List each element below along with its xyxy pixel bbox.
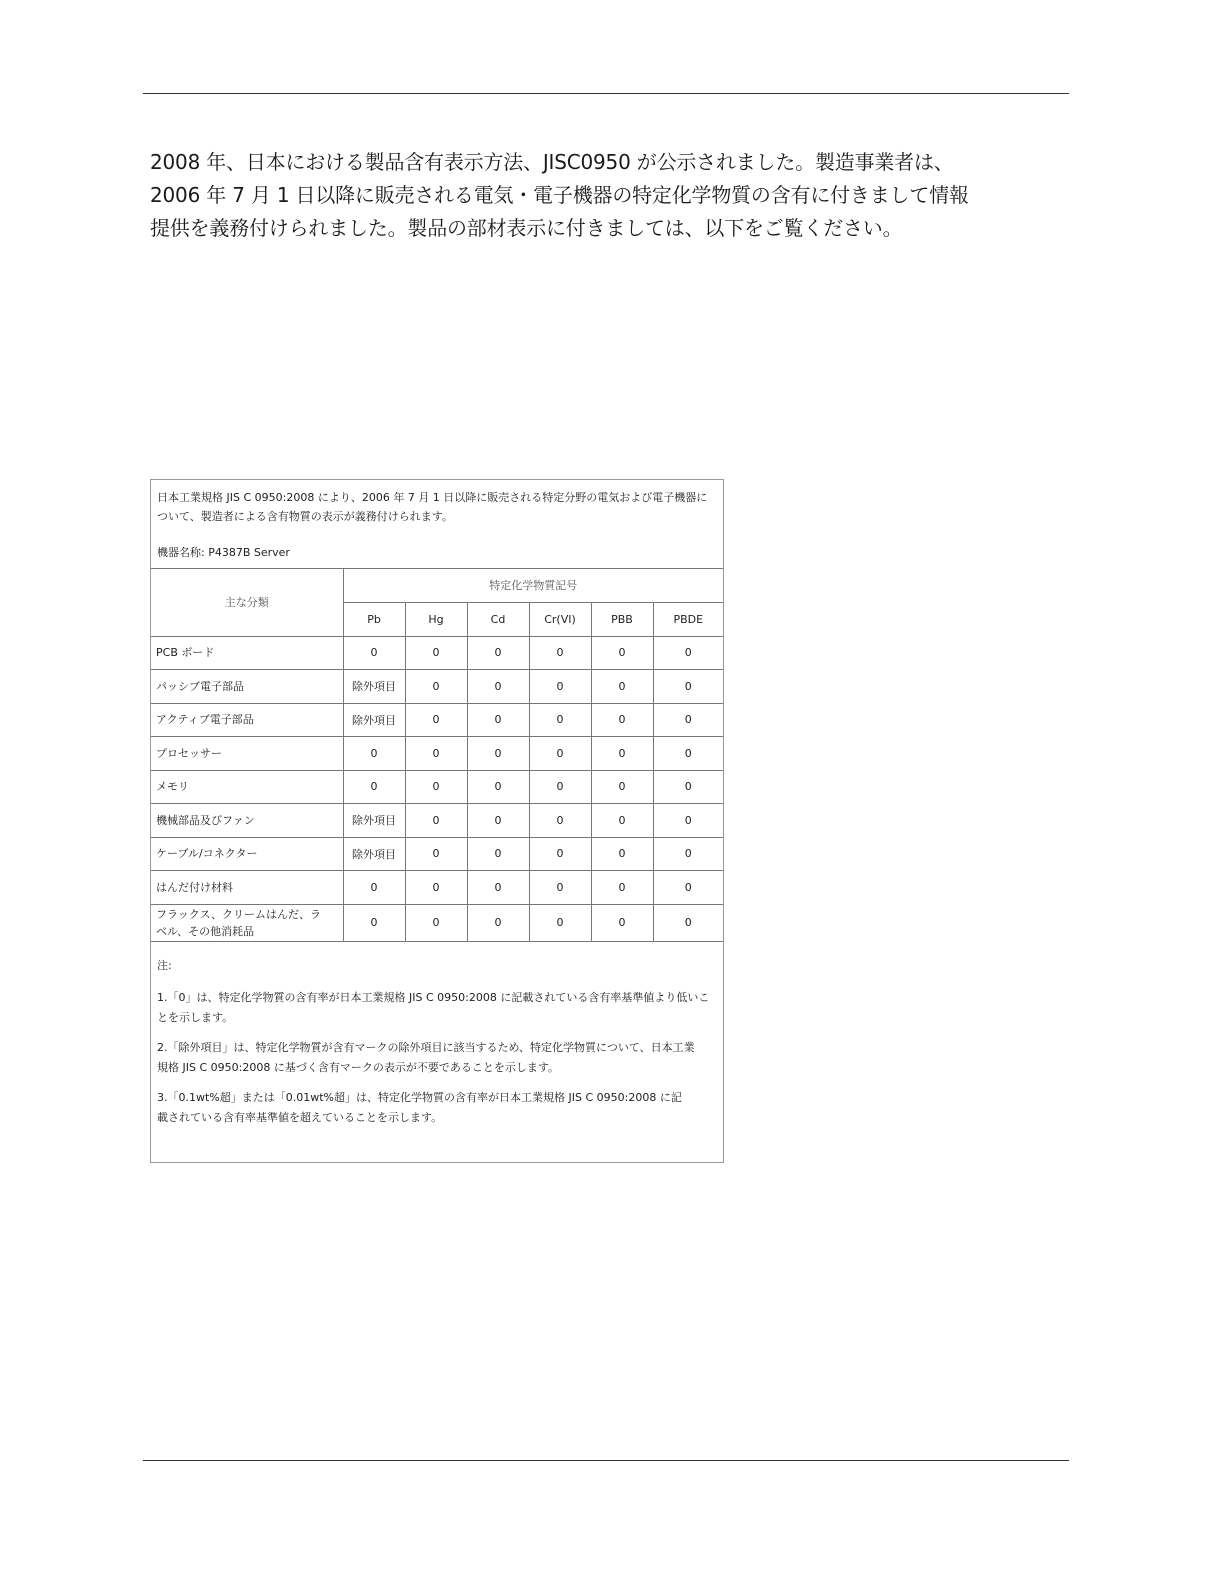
table-cell: 0 [591, 803, 653, 837]
row-category [151, 904, 343, 941]
table-cell: 0 [343, 636, 405, 669]
symbol-header: 特定化学物質記号 [343, 569, 723, 602]
note-line: 規格 JIS C 0950:2008 に基づく含有マークの表示が不要であることを示します。 [157, 1060, 559, 1074]
table-cell: 0 [405, 803, 467, 837]
column-header: Pb [343, 602, 405, 636]
table-row [151, 669, 723, 703]
table-cell: 0 [405, 703, 467, 736]
intro-paragraph [150, 146, 1050, 245]
row-category: はんだ付け材料 [151, 870, 343, 904]
table-cell: 0 [529, 703, 591, 736]
row-category: ケーブル/コネクター [151, 837, 343, 870]
table-row [151, 904, 723, 941]
table-cell: 0 [343, 770, 405, 803]
table-cell: 0 [653, 837, 723, 870]
table-cell: 0 [467, 837, 529, 870]
table-cell: 0 [591, 904, 653, 941]
column-header: Cr(VI) [529, 602, 591, 636]
row-category: プロセッサー [151, 736, 343, 770]
category-header: 主な分類 [151, 569, 343, 636]
table-cell: 0 [405, 669, 467, 703]
substance-table [151, 569, 723, 942]
table-cell: 0 [653, 904, 723, 941]
table-cell: 0 [529, 837, 591, 870]
header-rule [143, 93, 1069, 94]
table-row [151, 870, 723, 904]
table-cell: 0 [653, 703, 723, 736]
table-cell: 除外項目 [343, 669, 405, 703]
note-line: 2.「除外項目」は、特定化学物質が含有マークの除外項目に該当するため、特定化学物質について、日本工業 [157, 1040, 695, 1054]
table-cell: 0 [467, 703, 529, 736]
declaration-header [151, 480, 723, 569]
note-line: 3.「0.1wt%超」または「0.01wt%超」は、特定化学物質の含有率が日本工業規格 JIS C 0950:2008 に記 [157, 1090, 682, 1104]
table-row [151, 636, 723, 669]
table-cell: 0 [343, 904, 405, 941]
row-category: メモリ [151, 770, 343, 803]
table-cell: 0 [405, 837, 467, 870]
table-cell: 0 [529, 904, 591, 941]
table-cell: 0 [591, 837, 653, 870]
table-cell: 0 [653, 803, 723, 837]
note-line: 載されている含有率基準値を超えていることを示します。 [157, 1110, 443, 1124]
table-cell: 0 [591, 669, 653, 703]
table-cell: 0 [343, 736, 405, 770]
note-line: とを示します。 [157, 1010, 234, 1024]
column-header: PBDE [653, 602, 723, 636]
table-cell: 0 [653, 770, 723, 803]
table-cell: 0 [405, 636, 467, 669]
declaration-text: ついて、製造者による含有物質の表示が義務付けられます。 [157, 510, 453, 523]
table-cell: 0 [591, 736, 653, 770]
table-cell: 0 [467, 870, 529, 904]
row-category: アクティブ電子部品 [151, 703, 343, 736]
row-category-line: フラックス、クリームはんだ、ラ [156, 907, 321, 921]
table-row [151, 703, 723, 736]
table-cell: 0 [343, 870, 405, 904]
intro-line: 2006 年 7 月 1 日以降に販売される電気・電子機器の特定化学物質の含有に付きまして情報 [150, 183, 969, 207]
table-cell: 0 [591, 703, 653, 736]
table-cell: 0 [467, 669, 529, 703]
jis-declaration-box [150, 479, 724, 1163]
table-cell: 0 [405, 736, 467, 770]
table-cell: 0 [467, 770, 529, 803]
note-line: 1.「0」は、特定化学物質の含有率が日本工業規格 JIS C 0950:2008 に記載されている含有率基準値より低いこ [157, 990, 710, 1004]
table-cell: 0 [467, 803, 529, 837]
table-cell: 0 [591, 870, 653, 904]
column-header: Hg [405, 602, 467, 636]
table-cell: 除外項目 [343, 837, 405, 870]
table-cell: 0 [529, 770, 591, 803]
table-cell: 0 [405, 770, 467, 803]
intro-line: 提供を義務付けられました。製品の部材表示に付きましては、以下をご覧ください。 [150, 216, 903, 240]
table-cell: 0 [467, 736, 529, 770]
table-cell: 0 [653, 870, 723, 904]
table-cell: 0 [467, 904, 529, 941]
table-cell: 0 [405, 870, 467, 904]
note-item [157, 1088, 717, 1128]
table-row [151, 837, 723, 870]
intro-line: 2008 年、日本における製品含有表示方法、JISC0950 が公示されました。製造事業者は、 [150, 150, 954, 174]
table-cell: 0 [529, 636, 591, 669]
footer-rule [143, 1460, 1069, 1461]
table-row [151, 803, 723, 837]
table-cell: 0 [591, 770, 653, 803]
notes-section [151, 942, 723, 1128]
column-header: Cd [467, 602, 529, 636]
declaration-text: 日本工業規格 JIS C 0950:2008 により、2006 年 7 月 1 日以降に販売される特定分野の電気および電子機器に [157, 491, 708, 504]
table-cell: 除外項目 [343, 803, 405, 837]
notes-label: 注: [157, 958, 172, 972]
table-cell: 除外項目 [343, 703, 405, 736]
device-name: 機器名称: P4387B Server [157, 546, 290, 559]
row-category: パッシブ電子部品 [151, 669, 343, 703]
note-item [157, 1038, 717, 1078]
table-cell: 0 [529, 736, 591, 770]
row-category: 機械部品及びファン [151, 803, 343, 837]
row-category-line: ベル、その他消耗品 [156, 924, 255, 938]
table-cell: 0 [529, 669, 591, 703]
table-cell: 0 [467, 636, 529, 669]
table-row [151, 770, 723, 803]
column-header: PBB [591, 602, 653, 636]
note-item [157, 988, 717, 1028]
table-cell: 0 [529, 870, 591, 904]
table-cell: 0 [653, 736, 723, 770]
table-cell: 0 [653, 669, 723, 703]
row-category: PCB ボード [151, 636, 343, 669]
table-cell: 0 [405, 904, 467, 941]
table-cell: 0 [591, 636, 653, 669]
table-row [151, 736, 723, 770]
table-cell: 0 [529, 803, 591, 837]
table-cell: 0 [653, 636, 723, 669]
